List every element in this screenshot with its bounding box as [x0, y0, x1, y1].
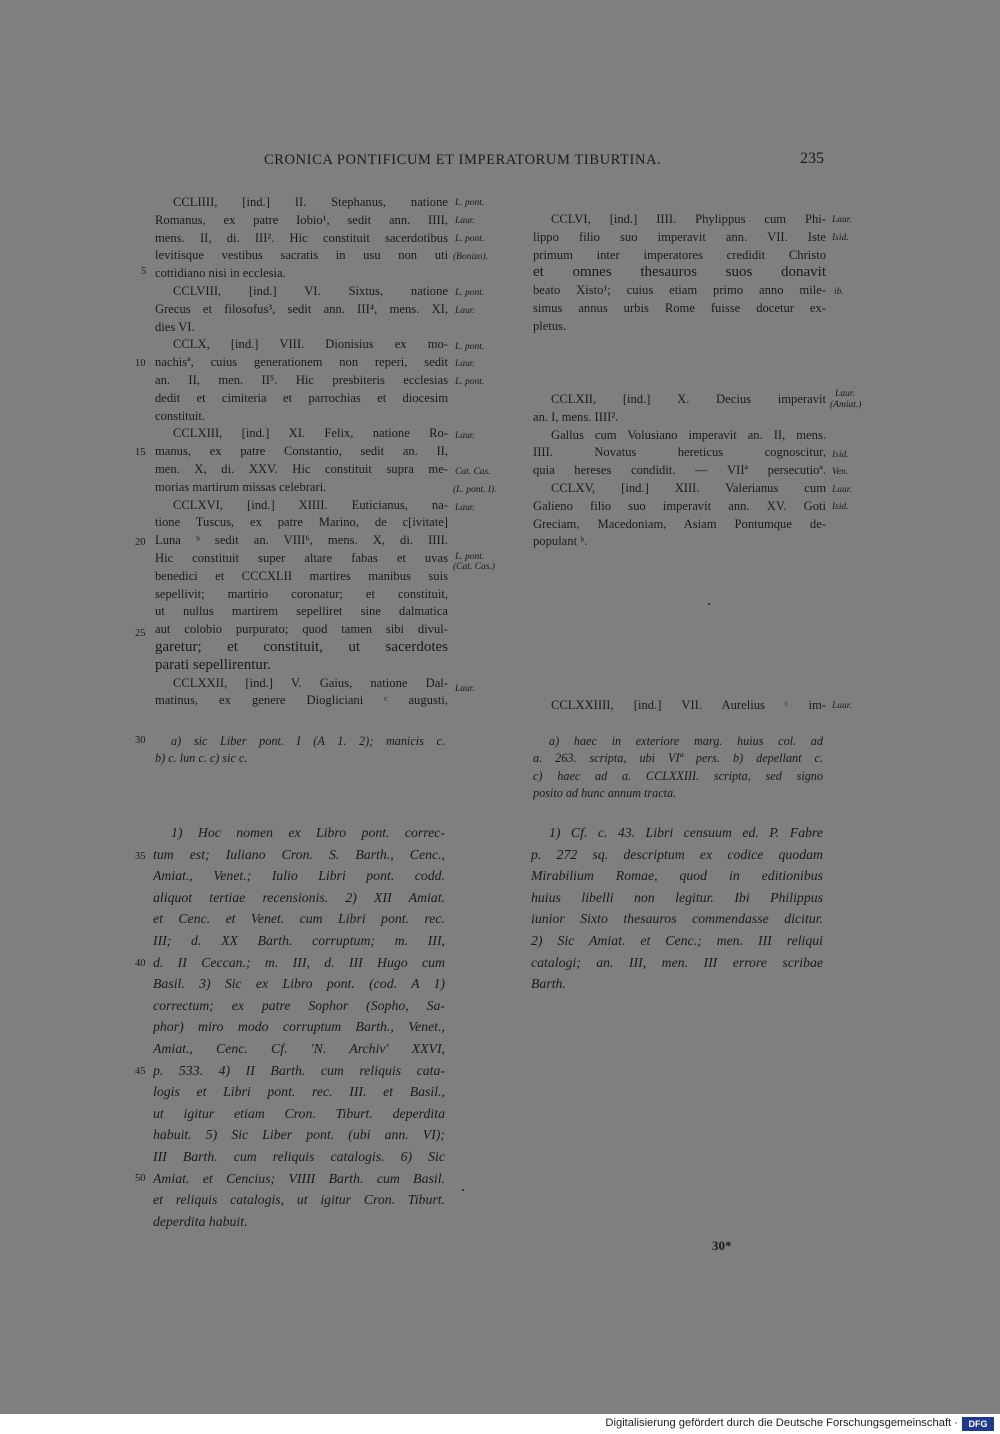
- text-line: simus annus urbis Rome fuisse docetur ex-: [533, 300, 826, 315]
- line-number: 35: [135, 851, 146, 862]
- note-line: Basil. 3) Sic ex Libro pont. (cod. A 1): [153, 976, 445, 992]
- apparatus-line: a. 263. scripta, ubi VIª pers. b) depellant c.: [533, 751, 823, 766]
- line-number: 5: [141, 266, 147, 277]
- line-number: 45: [135, 1066, 146, 1077]
- text-line: nachisª, cuius generationem non reperi, sedit: [155, 355, 448, 370]
- text-line: an. II, men. II⁵. Hic presbiteris ecclesias: [155, 372, 448, 387]
- text-line: manus, ex patre Constantio, sedit an. II,: [155, 444, 448, 459]
- note-line: catalogi; an. III, men. III errore scribae: [531, 954, 823, 970]
- note-line: aliquot tertiae recensionis. 2) XII Amiat.: [153, 889, 445, 905]
- margin-note: ib.: [834, 287, 844, 297]
- notes-left: [153, 822, 445, 1232]
- text-line: cottidiano nisi in ecclesia.: [155, 266, 286, 281]
- note-line: Amiat., Venet.; Iulio Libri pont. codd.: [153, 868, 445, 884]
- text-line: sepellivit; martirio coronatur; et constituit,: [155, 586, 448, 601]
- note-line: d. II Ceccan.; m. III, d. III Hugo cum: [153, 954, 445, 970]
- note-line: logis et Libri pont. rec. III. et Basil.,: [153, 1084, 445, 1100]
- text-line: constituit.: [155, 408, 206, 423]
- margin-note: (L. pont. I).: [453, 485, 497, 495]
- margin-note: Laur.: [455, 684, 475, 694]
- text-line: IIII. Novatus hereticus cognoscitur,: [533, 445, 826, 460]
- note-line: huius libelli non legitur. Ibi Philippus: [531, 889, 823, 905]
- margin-note: Laur.: [832, 701, 852, 711]
- text-line: CCLXIII, [ind.] XI. Felix, natione Ro-: [173, 426, 448, 441]
- text-line: Grecus et filosofus³, sedit ann. III⁴, mens. XI,: [155, 301, 448, 316]
- note-line: III; d. XX Barth. corruptum; m. III,: [153, 932, 445, 948]
- right-column-block: [533, 211, 826, 336]
- text-line: populant ᵇ.: [533, 534, 588, 549]
- margin-note: Laur.: [835, 389, 855, 399]
- note-line: ut igitur etiam Cron. Tiburt. deperdita: [153, 1105, 445, 1121]
- text-line: CCLIIII, [ind.] II. Stephanus, natione: [173, 195, 448, 209]
- note-line: deperdita habuit.: [153, 1213, 248, 1229]
- text-line: CCLVIII, [ind.] VI. Sixtus, natione: [173, 283, 448, 298]
- line-number: 50: [135, 1173, 146, 1184]
- margin-note: (Amiat.): [830, 400, 862, 410]
- margin-note: L. pont.: [455, 377, 485, 387]
- margin-note: (Bonizo).: [453, 252, 489, 262]
- text-line: Hic constituit super altare fabas et uvas: [155, 550, 448, 565]
- line-number: 10: [135, 358, 146, 369]
- text-line: Luna ᵇ sedit an. VIII⁶, mens. X, di. IIII.: [155, 533, 448, 548]
- line-number: 20: [135, 537, 146, 548]
- text-line: CCLVI, [ind.] IIII. Phylippus cum Phi-: [551, 212, 826, 226]
- text-line: dies VI.: [155, 319, 195, 334]
- margin-note: Ven.: [832, 467, 849, 477]
- speck: [708, 603, 710, 605]
- text-line: Greciam, Macedoniam, Asiam Pontumque de-: [533, 516, 826, 531]
- text-line: CCLX, [ind.] VIII. Dionisius ex mo-: [173, 337, 448, 352]
- note-line: habuit. 5) Sic Liber pont. (ubi ann. VI);: [153, 1127, 445, 1143]
- margin-note: Cat. Cas.: [455, 467, 491, 477]
- right-column-block: [533, 391, 826, 551]
- funding-notice: Digitalisierung gefördert durch die Deutsche Forschungsgemeinschaft ·: [605, 1417, 958, 1429]
- line-number: 40: [135, 958, 146, 969]
- note-line: 2) Sic Amiat. et Cenc.; men. III reliqui: [531, 932, 823, 948]
- margin-note: Laur.: [455, 503, 475, 513]
- line-number: 30: [135, 735, 146, 746]
- margin-note: Isid.: [832, 233, 849, 243]
- page-number: 235: [800, 150, 824, 167]
- margin-note: Laur.: [832, 215, 852, 225]
- apparatus-line: a) haec in exteriore marg. huius col. ad: [549, 734, 823, 748]
- margin-note: Isid.: [832, 502, 849, 512]
- text-line: Gallus cum Volusiano imperavit an. II, mens.: [551, 427, 826, 442]
- text-line: aut colobio purpurato; quod tamen sibi divul-: [155, 622, 448, 637]
- note-line: p. 533. 4) II Barth. cum reliquis cata-: [153, 1062, 445, 1078]
- text-line: men. X, di. XXV. Hic constituit supra me-: [155, 461, 448, 476]
- text-line: et omnes thesauros suos donavit: [533, 264, 826, 281]
- text-line: quia hereses condidit. — VIIª persecutioª.: [533, 463, 826, 478]
- text-line: tione Tuscus, ex patre Marino, de c[ivitate]: [155, 515, 448, 530]
- note-line: correctum; ex patre Sophor (Sopho, Sa-: [153, 997, 445, 1013]
- apparatus-left: [155, 733, 445, 768]
- note-line: et reliquis catalogis, ut igitur Cron. Tiburt.: [153, 1192, 445, 1208]
- margin-note: Laur.: [455, 306, 475, 316]
- margin-note: L. pont.: [455, 198, 485, 208]
- text-line: dedit et cimiteria et parrochias et diocesim: [155, 390, 448, 405]
- text-line: matinus, ex genere Diogliciani ᶜ augusti,: [155, 693, 448, 708]
- note-line: III Barth. cum reliquis catalogis. 6) Sic: [153, 1148, 445, 1164]
- text-line: an. I, mens. IIII².: [533, 409, 619, 424]
- text-line: primum inter imperatores credidit Christo: [533, 247, 826, 262]
- text-line: CCLXII, [ind.] X. Decius imperavit: [551, 392, 826, 406]
- note-line: phor) miro modo corruptum Barth., Venet.,: [153, 1019, 445, 1035]
- note-line: 1) Hoc nomen ex Libro pont. correc-: [171, 825, 445, 840]
- text-line: Romanus, ex patre Iobio¹, sedit ann. IIII,: [155, 212, 448, 227]
- note-line: 1) Cf. c. 43. Libri censuum ed. P. Fabre: [549, 825, 823, 840]
- left-column: [155, 194, 448, 710]
- margin-note: L. pont.: [455, 234, 485, 244]
- text-line: morias martirum missas celebrari.: [155, 479, 327, 494]
- note-line: tum est; Iuliano Cron. S. Barth., Cenc.,: [153, 846, 445, 862]
- text-line: benedici et CCCXLII martires manibus suis: [155, 568, 448, 583]
- apparatus-line: a) sic Liber pont. I (A 1. 2); manicis c.: [171, 734, 445, 748]
- text-line: garetur; et constituit, ut sacerdotes: [155, 638, 448, 655]
- line-number: 15: [135, 447, 146, 458]
- note-line: p. 272 sq. descriptum ex codice quodam: [531, 846, 823, 862]
- right-column-block: [533, 697, 826, 715]
- apparatus-line: b) c. lun c. c) sic c.: [155, 751, 248, 766]
- text-line: ut nullus martirem sepelliret sine dalmatica: [155, 604, 448, 619]
- text-line: pletus.: [533, 318, 567, 333]
- note-line: Mirabilium Romae, quod in editionibus: [531, 868, 823, 884]
- footer-bar: [0, 1414, 1000, 1434]
- margin-note: Isid.: [832, 450, 849, 460]
- note-line: Amiat. et Cencius; VIIII Barth. cum Basil.: [153, 1170, 445, 1186]
- signature-mark: 30*: [712, 1238, 732, 1253]
- text-line: CCLXXII, [ind.] V. Gaius, natione Dal-: [173, 675, 448, 690]
- apparatus-line: c) haec ad a. CCLXXIII. scripta, sed signo: [533, 768, 823, 783]
- margin-note: L. pont.: [455, 288, 485, 298]
- note-line: iunior Sixto thesauros commendasse dicitur.: [531, 911, 823, 927]
- text-line: CCLXXIIII, [ind.] VII. Aurelius ᶜ im-: [551, 698, 826, 712]
- text-line: lippo filio suo imperavit ann. VII. Iste: [533, 229, 826, 244]
- margin-note: Laur.: [455, 359, 475, 369]
- apparatus-line: posito ad hunc annum tracta.: [533, 785, 677, 800]
- margin-note: Laur.: [455, 431, 475, 441]
- note-line: et Cenc. et Venet. cum Libri pont. rec.: [153, 911, 445, 927]
- margin-note: L. pont.: [455, 552, 485, 562]
- running-title: CRONICA PONTIFICUM ET IMPERATORUM TIBURTINA.: [264, 152, 662, 168]
- text-line: Galieno filio suo imperavit ann. XV. Goti: [533, 498, 826, 513]
- speck: [462, 1189, 464, 1191]
- text-line: parati sepellirentur.: [155, 656, 271, 673]
- note-line: Barth.: [531, 976, 566, 992]
- margin-note: Laur.: [832, 485, 852, 495]
- text-line: mens. II, di. III². Hic constituit sacerdotibus: [155, 230, 448, 245]
- note-line: Amiat., Cenc. Cf. 'N. Archiv' XXVI,: [153, 1040, 445, 1056]
- margin-note: (Cat. Cas.): [453, 562, 495, 572]
- apparatus-right: [533, 733, 823, 802]
- dfg-logo: DFG: [962, 1417, 994, 1431]
- margin-note: Laur.: [455, 216, 475, 226]
- line-number: 25: [135, 628, 146, 639]
- text-line: beato Xisto¹; cuius etiam primo anno mile-: [533, 283, 826, 298]
- margin-note: L. pont.: [455, 342, 485, 352]
- notes-right: [531, 822, 823, 995]
- text-line: CCLXV, [ind.] XIII. Valerianus cum: [551, 480, 826, 495]
- text-line: CCLXVI, [ind.] XIIII. Euticianus, na-: [173, 497, 448, 512]
- text-line: levitisque vestibus sacratis in usu non uti: [155, 248, 448, 263]
